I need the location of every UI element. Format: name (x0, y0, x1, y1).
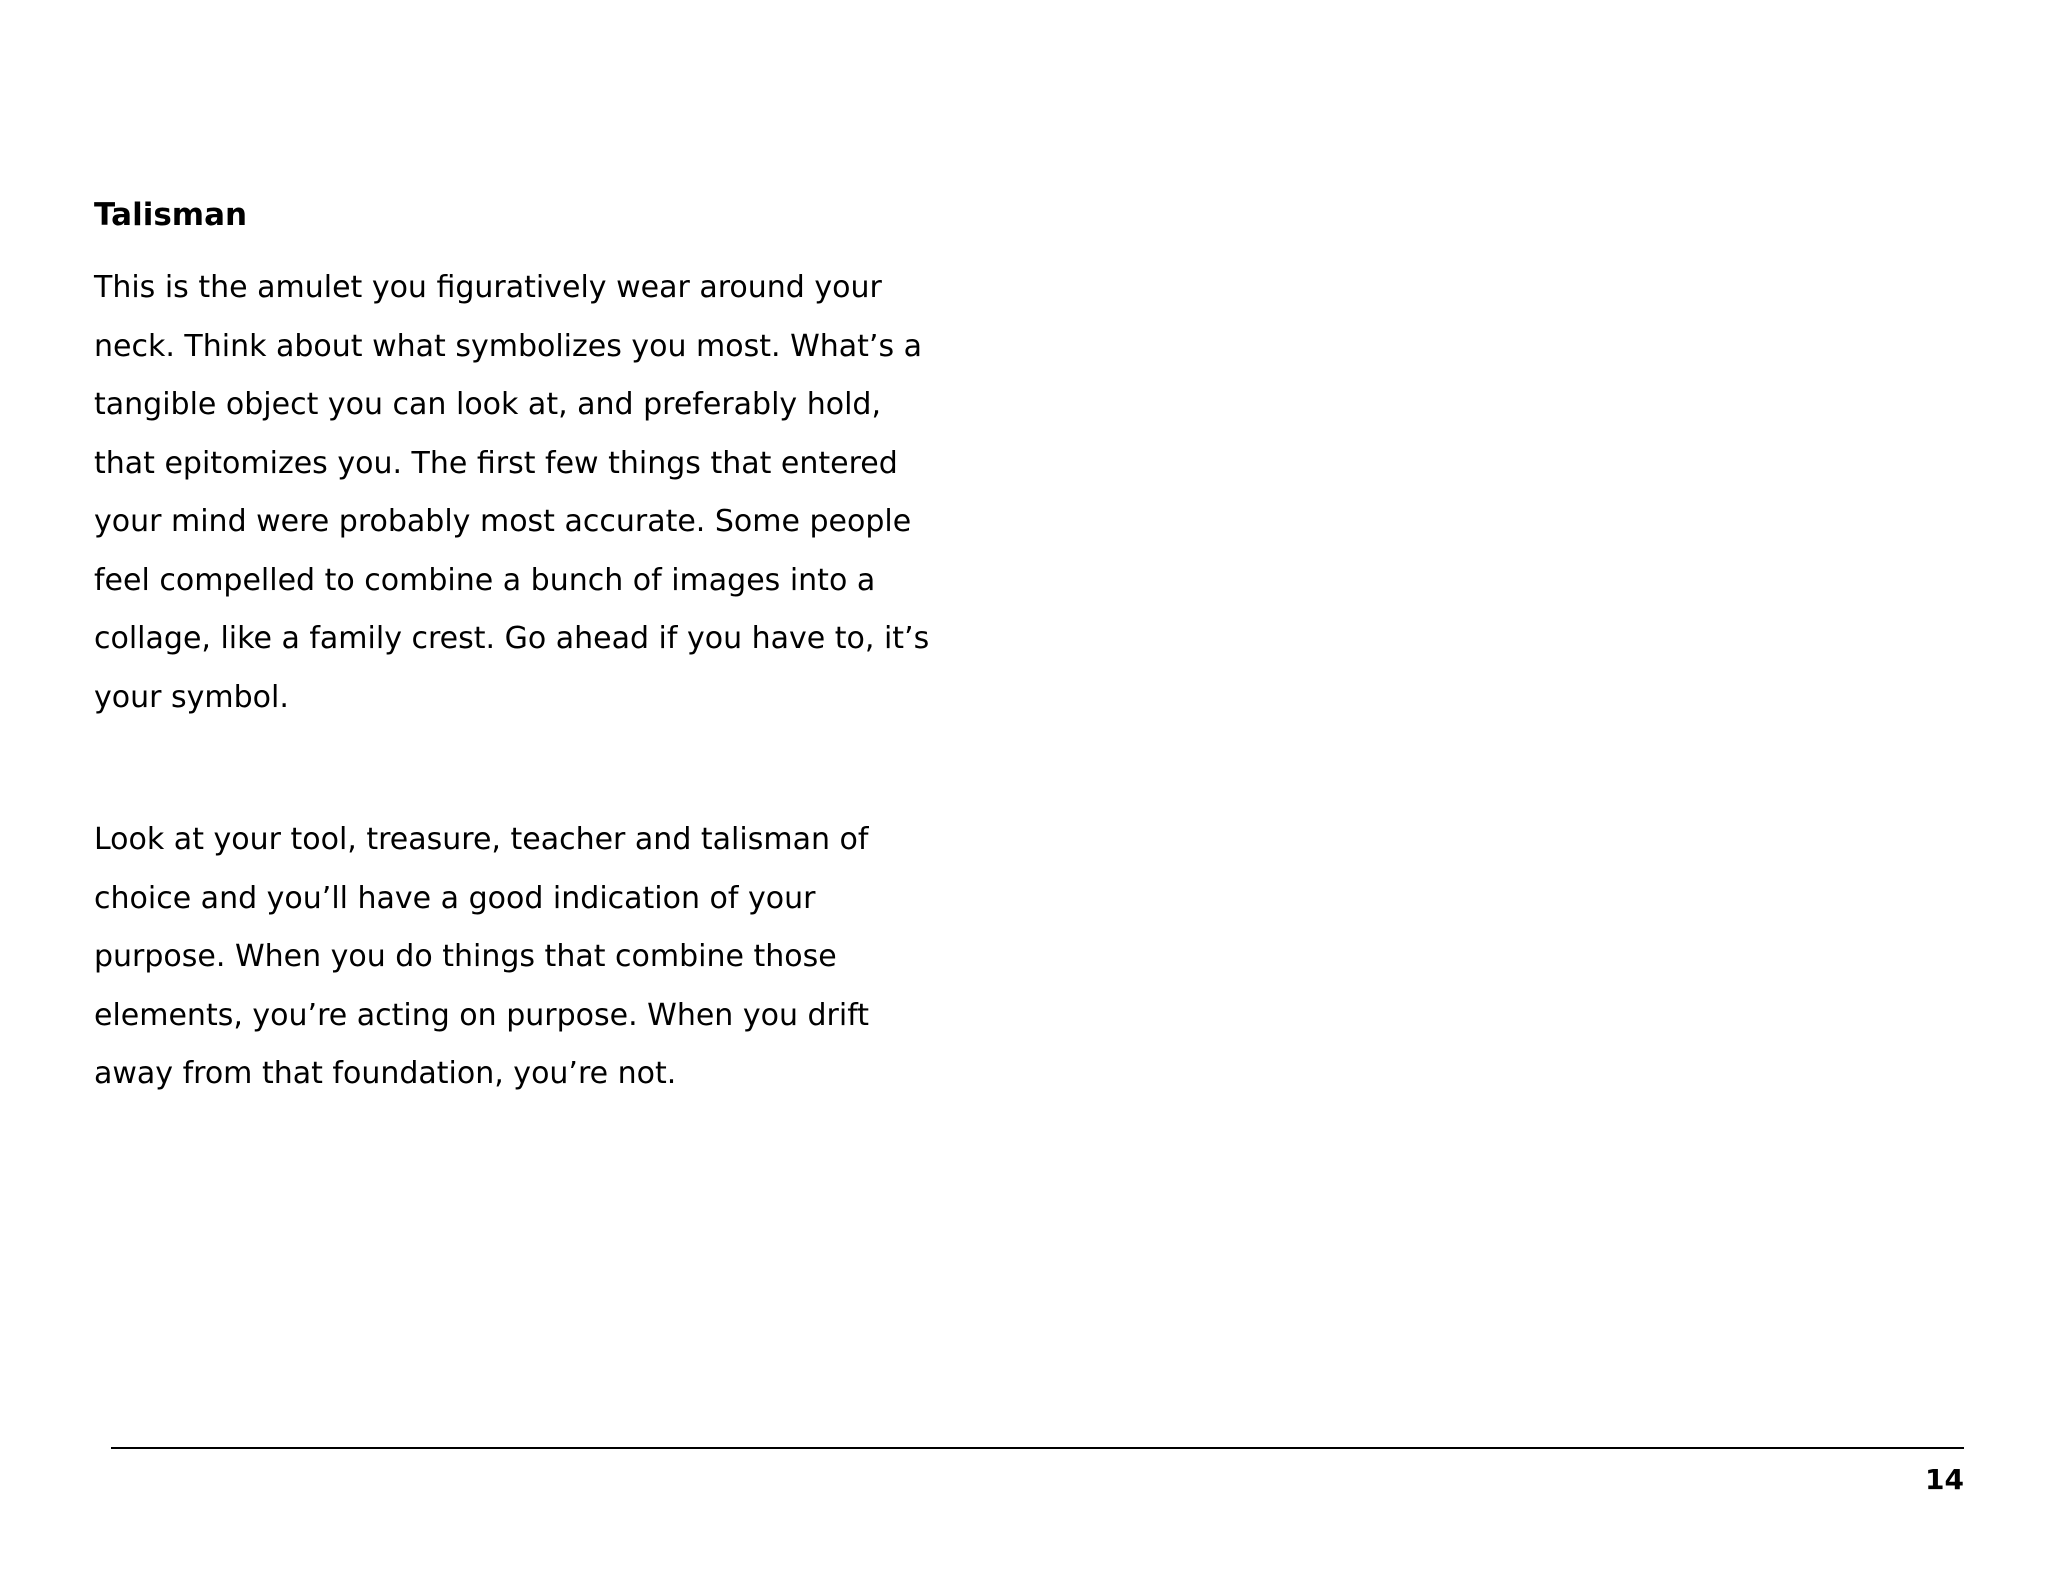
section-heading: Talisman (94, 197, 248, 233)
paragraph-line: collage, like a family crest. Go ahead if you have to, it’s (94, 621, 930, 656)
paragraph-line: feel compelled to combine a bunch of images into a (94, 563, 876, 598)
paragraph-line: tangible object you can look at, and preferably hold, (94, 387, 881, 422)
paragraph-line: Look at your tool, treasure, teacher and talisman of (94, 822, 869, 857)
paragraph-line: This is the amulet you figuratively wear around your (94, 270, 882, 305)
paragraph-line: choice and you’ll have a good indication of your (94, 881, 816, 916)
page-number: 14 (1925, 1463, 1964, 1496)
paragraph-line: elements, you’re acting on purpose. When you drift (94, 998, 870, 1033)
paragraph-line: that epitomizes you. The first few things that entered (94, 446, 898, 481)
paragraph-line: away from that foundation, you’re not. (94, 1056, 677, 1091)
paragraph-line: purpose. When you do things that combine those (94, 939, 837, 974)
paragraph-line: your symbol. (94, 680, 289, 715)
footer-divider (111, 1447, 1964, 1449)
paragraph-line: neck. Think about what symbolizes you most. What’s a (94, 329, 922, 364)
paragraph-line: your mind were probably most accurate. Some people (94, 504, 912, 539)
